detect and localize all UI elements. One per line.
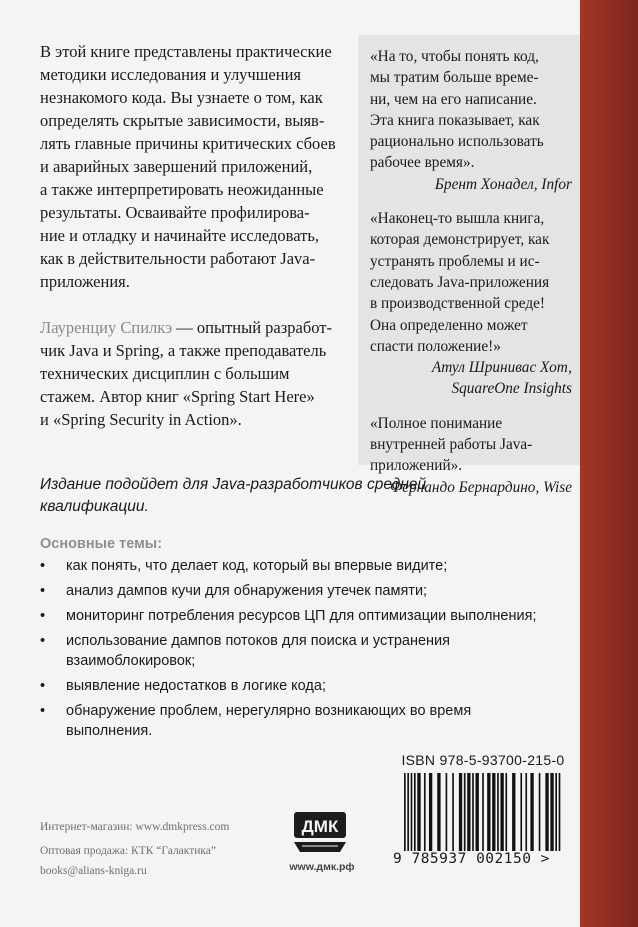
barcode-digits: 9 785937 002150 >	[393, 851, 550, 867]
bullet-icon: •	[40, 633, 46, 649]
publisher-url: www.дмк.рф	[289, 861, 355, 873]
quotes-column	[370, 46, 572, 511]
quote-attribution: SquareOne Insights	[451, 380, 572, 398]
intro-line: и аварийных завершений приложений,	[40, 157, 313, 176]
intro-paragraph	[40, 40, 358, 293]
bullet-icon: •	[40, 703, 46, 719]
footer-email: books@alians-kniga.ru	[40, 865, 147, 877]
bullet-icon: •	[40, 583, 46, 599]
author-line: чик Java и Spring, а также преподаватель	[40, 341, 327, 360]
quote-attribution: Фернандо Бернардино, Wise	[389, 478, 572, 496]
intro-line: ние и отладку и начинайте исследовать,	[40, 226, 320, 245]
quote-3: «Полное понимание внутренней работы Java- приложений». Фернандо Бернардино, Wise	[370, 413, 572, 498]
quote-2: «Наконец-то вышла книга, которая демонстрирует, как устранять проблемы и ис- следовать Java-приложения в производственной среде! Она определенно может спасти положение!» Атул Шринивас Хот, SquareOne Insights	[370, 208, 572, 400]
topics-list	[40, 556, 540, 746]
intro-line: незнакомого кода. Вы узнаете о том, как	[40, 88, 323, 107]
author-line: Лауренциу Спилкэ — опытный разработ-	[40, 318, 332, 337]
footer-wholesale: Оптовая продажа: КТК “Галактика”	[40, 845, 217, 857]
bullet-icon: •	[40, 558, 46, 574]
footer-shop: Интернет-магазин: www.dmkpress.com	[40, 821, 230, 833]
intro-line: В этой книге представлены практические	[40, 42, 332, 61]
author-bio	[40, 316, 358, 431]
intro-line: как в действительности работают Java-	[40, 249, 316, 268]
list-item: • обнаружение проблем, нерегулярно возникающих во время выполнения.	[40, 703, 472, 739]
intro-line: а также интерпретировать неожиданные	[40, 180, 324, 199]
topics-title: Основные темы:	[40, 536, 163, 552]
author-line: стажем. Автор книг «Spring Start Here»	[40, 387, 315, 406]
intro-line: методики исследования и улучшения	[40, 65, 302, 84]
author-name: Лауренциу Спилкэ	[40, 318, 173, 337]
quote-attribution: Атул Шринивас Хот,	[431, 359, 572, 377]
author-line: технических дисциплин с большим	[40, 364, 290, 383]
list-item: • использование дампов потоков для поиска и устранения взаимоблокировок;	[40, 633, 450, 669]
bullet-icon: •	[40, 678, 46, 694]
audience-note: Издание подойдет для Java-разработчиков средней квалификации.	[40, 476, 427, 515]
intro-line: результаты. Осваивайте профилирова-	[40, 203, 310, 222]
intro-line: лять главные причины критических сбоев	[40, 134, 336, 153]
author-line: и «Spring Security in Action».	[40, 410, 242, 429]
barcode-icon	[398, 773, 570, 853]
quote-attribution: Брент Хонадел, Infor	[434, 175, 572, 193]
publisher-logo-icon	[290, 808, 350, 858]
list-item: • анализ дампов кучи для обнаружения утечек памяти;	[40, 583, 428, 599]
isbn-label: ISBN 978-5-93700-215-0	[401, 752, 565, 768]
list-item: • выявление недостатков в логике кода;	[40, 678, 326, 694]
list-item: • как понять, что делает код, который вы впервые видите;	[40, 558, 448, 574]
publisher-logo-text: ДМК	[301, 817, 339, 836]
footer-contacts	[40, 820, 280, 884]
intro-line: определять скрытые зависимости, выяв-	[40, 111, 325, 130]
cover-spine	[580, 0, 638, 927]
intro-line: приложения.	[40, 272, 130, 291]
list-item: • мониторинг потребления ресурсов ЦП для оптимизации выполнения;	[40, 608, 537, 624]
bullet-icon: •	[40, 608, 46, 624]
quote-1: «На то, чтобы понять код, мы тратим больше време- ни, чем на его написание. Эта книга показывает, как рационально использовать рабочее время». Брент Хонадел, Infor	[370, 46, 572, 195]
